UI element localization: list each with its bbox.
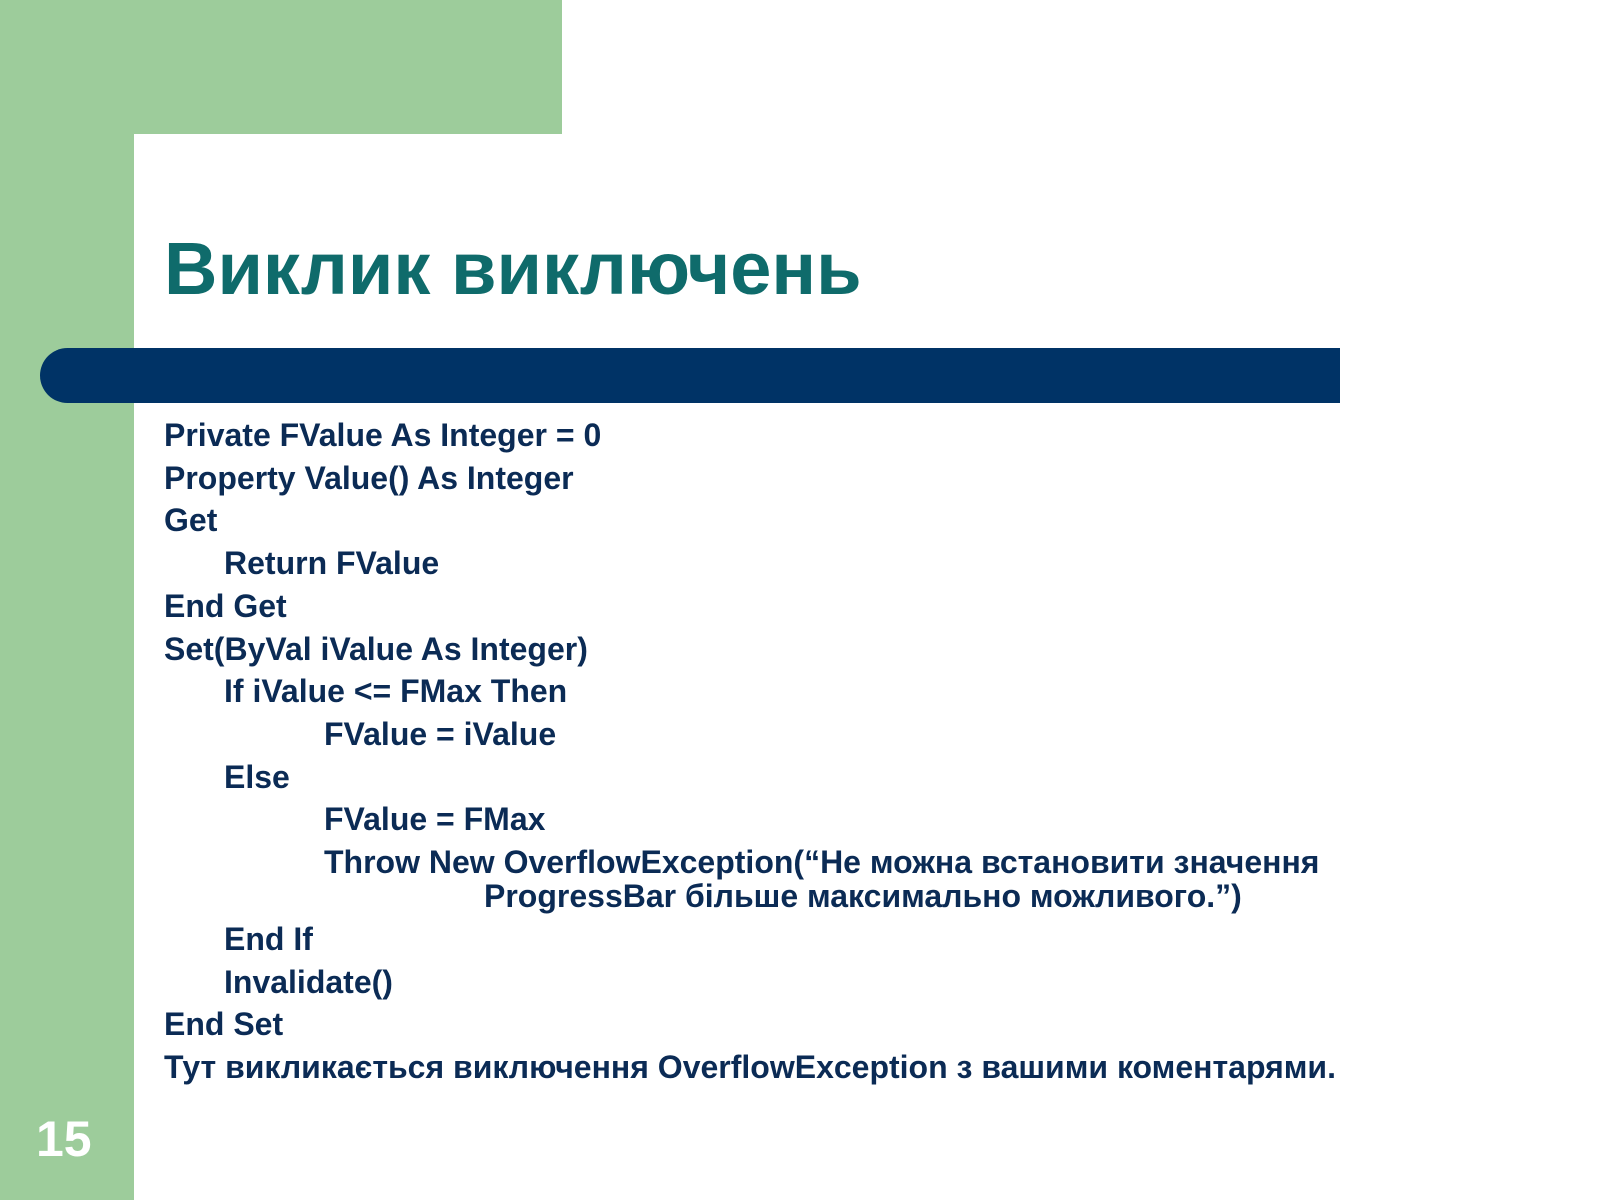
code-line: Private FValue As Integer = 0 <box>164 417 602 453</box>
slide-number: 15 <box>36 1111 92 1167</box>
code-line-part: Throw New OverflowException(“Не можна встановити значення <box>324 844 1320 881</box>
code-line: End Get <box>164 587 287 624</box>
code-line: Else <box>224 758 290 795</box>
code-explanation: Тут викликається виключення OverflowException з вашими коментарями. <box>164 1049 1336 1086</box>
code-line-throw <box>164 845 1484 913</box>
code-line: Invalidate() <box>224 963 393 1000</box>
code-line: FValue = FMax <box>324 801 546 838</box>
code-line: Get <box>164 502 218 539</box>
code-line: FValue = iValue <box>324 715 557 752</box>
slide-title: Виклик виключень <box>164 227 862 310</box>
decor-green-sidebar <box>0 0 134 1200</box>
code-line: If iValue <= FMax Then <box>224 673 568 710</box>
code-line: End If <box>224 921 313 958</box>
code-line: Return FValue <box>224 545 440 582</box>
code-line-continuation: ProgressBar більше максимально можливого.”) <box>484 878 1242 915</box>
code-line: Property Value() As Integer <box>164 459 574 496</box>
code-block <box>164 414 1484 1089</box>
code-line: End Set <box>164 1006 284 1043</box>
title-underline-bar <box>40 348 1340 403</box>
code-line: Set(ByVal iValue As Integer) <box>164 630 588 667</box>
